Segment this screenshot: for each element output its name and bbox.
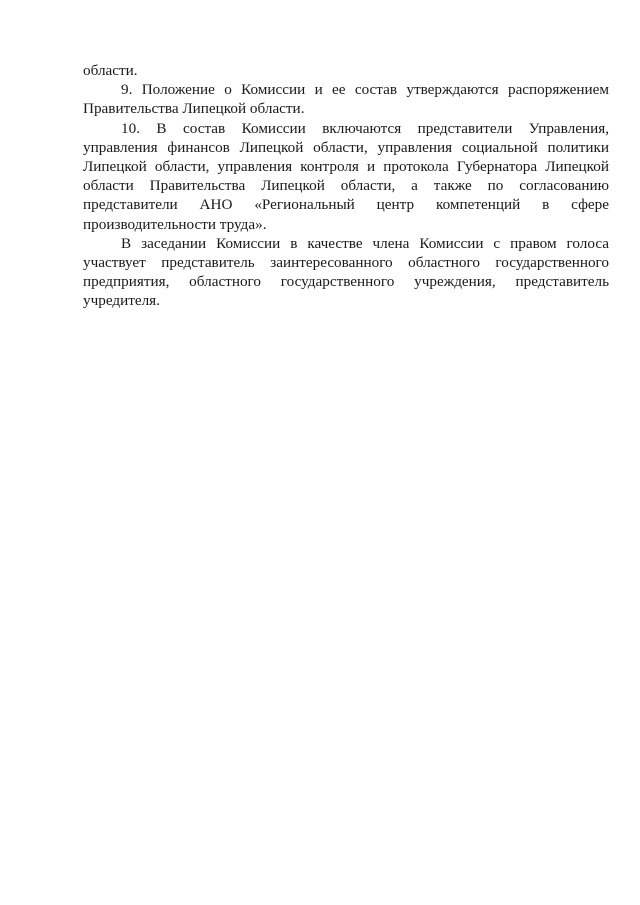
paragraph-continuation: области. — [83, 62, 138, 79]
paragraph-meeting-participation: В заседании Комиссии в качестве члена Комиссии с правом голоса участвует представитель заинтересованного областного государственного предприятия, областного государственного учреждения, представитель учредителя. — [83, 234, 609, 310]
document-body — [83, 61, 609, 311]
paragraph-item-10: 10. В состав Комиссии включаются представители Управления, управления финансов Липецкой области, управления социальной политики Липецкой области, управления контроля и протокола Губернатора Липецкой области Правительства Липецкой области, а также по согласованию представители АНО «Региональный центр компетенций в сфере производительности труда». — [83, 119, 609, 233]
paragraph-item-9: 9. Положение о Комиссии и ее состав утверждаются распоряжением Правительства Липецкой области. — [83, 81, 609, 118]
